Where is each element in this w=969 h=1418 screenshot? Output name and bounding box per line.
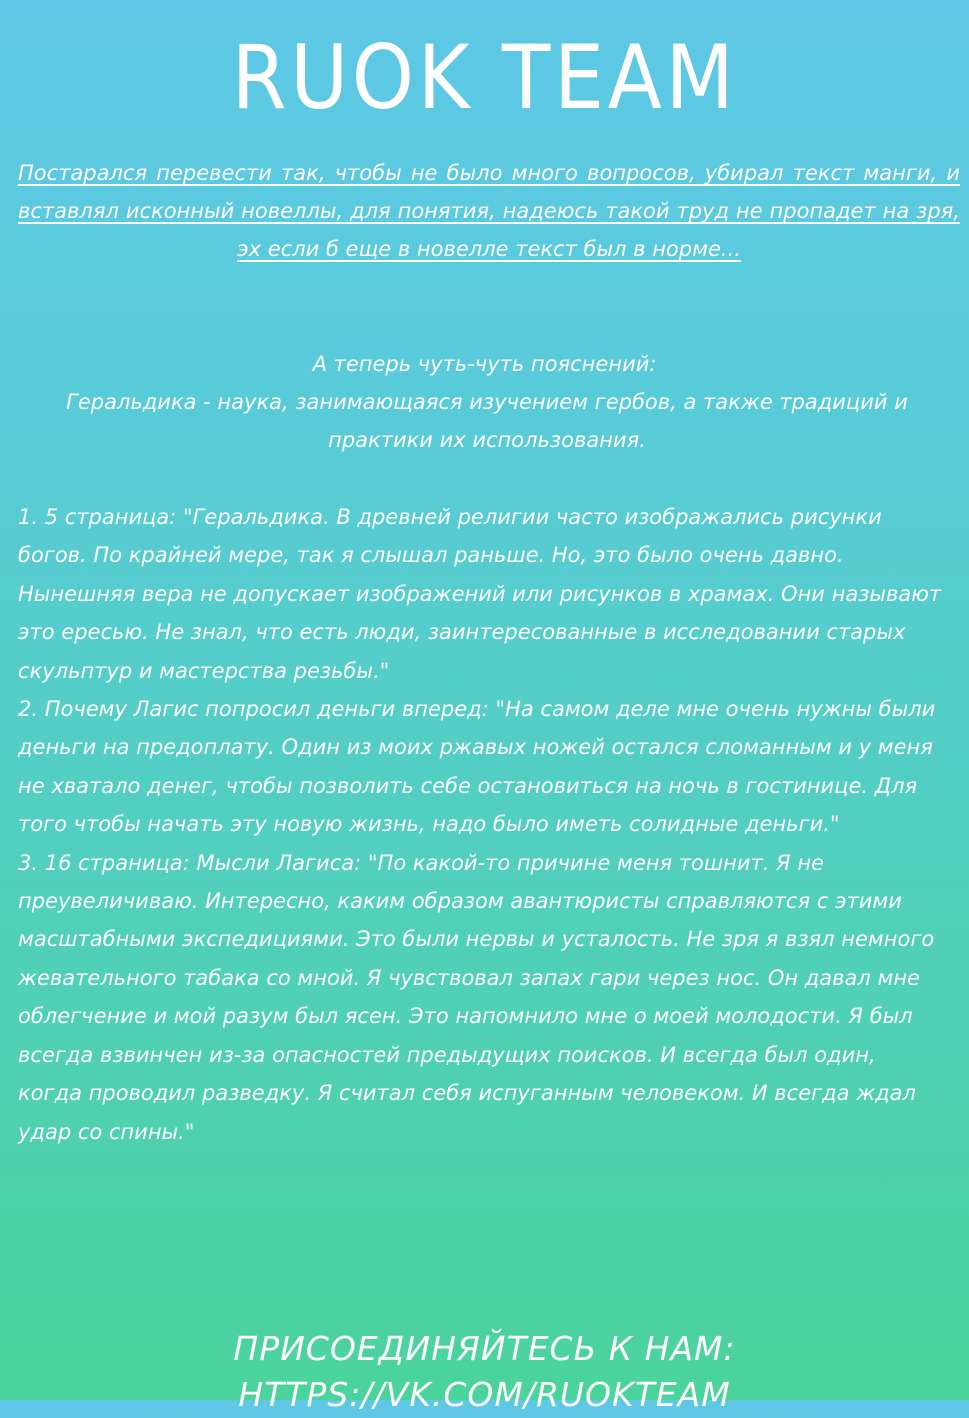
notes-list [18, 498, 942, 1151]
translator-intro-text: Постарался перевести так, чтобы не было много вопросов, убирал текст манги, и вставлял исконный новеллы, для понятия, надеюсь такой труд не пропадет на зря, эх если б еще в новелле текст был в норме... [18, 161, 960, 261]
explanations-heading: А теперь чуть-чуть пояснений: [312, 352, 657, 376]
note-item-2: 2. Почему Лагис попросил деньги вперед: "На самом деле мне очень нужны были деньги на предоплату. Один из моих ржавых ножей остался сломанным и у меня не хватало денег, чтобы позволить себе остановиться на ночь в гостинице. Для того чтобы начать эту новую жизнь, надо было иметь солидные деньги." [18, 697, 936, 837]
join-us-link[interactable]: ПРИСОЕДИНЯЙТЕСЬ К НАМ: HTTPS://VK.COM/RUOKTEAM [233, 1329, 736, 1414]
heraldry-definition: Геральдика - наука, занимающаяся изучением гербов, а также традиций и практики их использования. [66, 390, 908, 452]
note-item-3: 3. 16 страница: Мысли Лагиса: "По какой-то причине меня тошнит. Я не преувеличиваю. Интересно, каким образом авантюристы справляются с этими масштабными экспедициями. Это были нервы и усталость. Не зря я взял немного жевательного табака со мной. Я чувствовал запах гари через нос. Он давал мне облегчение и мой разум был ясен. Это напомнило мне о моей молодости. Я был всегда взвинчен из-за опасностей предыдущих поисков. И всегда был один, когда проводил разведку. Я считал себя испуганным человеком. И всегда ждал удар со спины." [18, 850, 935, 1144]
page-title: RUOK TEAM [231, 26, 738, 129]
note-item-1: 1. 5 страница: "Геральдика. В древней религии часто изображались рисунки богов. По крайней мере, так я слышал раньше. Но, это было очень давно. Нынешняя вера не допускает изображений или рисунков в храмах. Они называют это ересью. Не знал, что есть люди, заинтересованные в исследовании старых скульптур и мастерства резьбы." [18, 505, 942, 683]
